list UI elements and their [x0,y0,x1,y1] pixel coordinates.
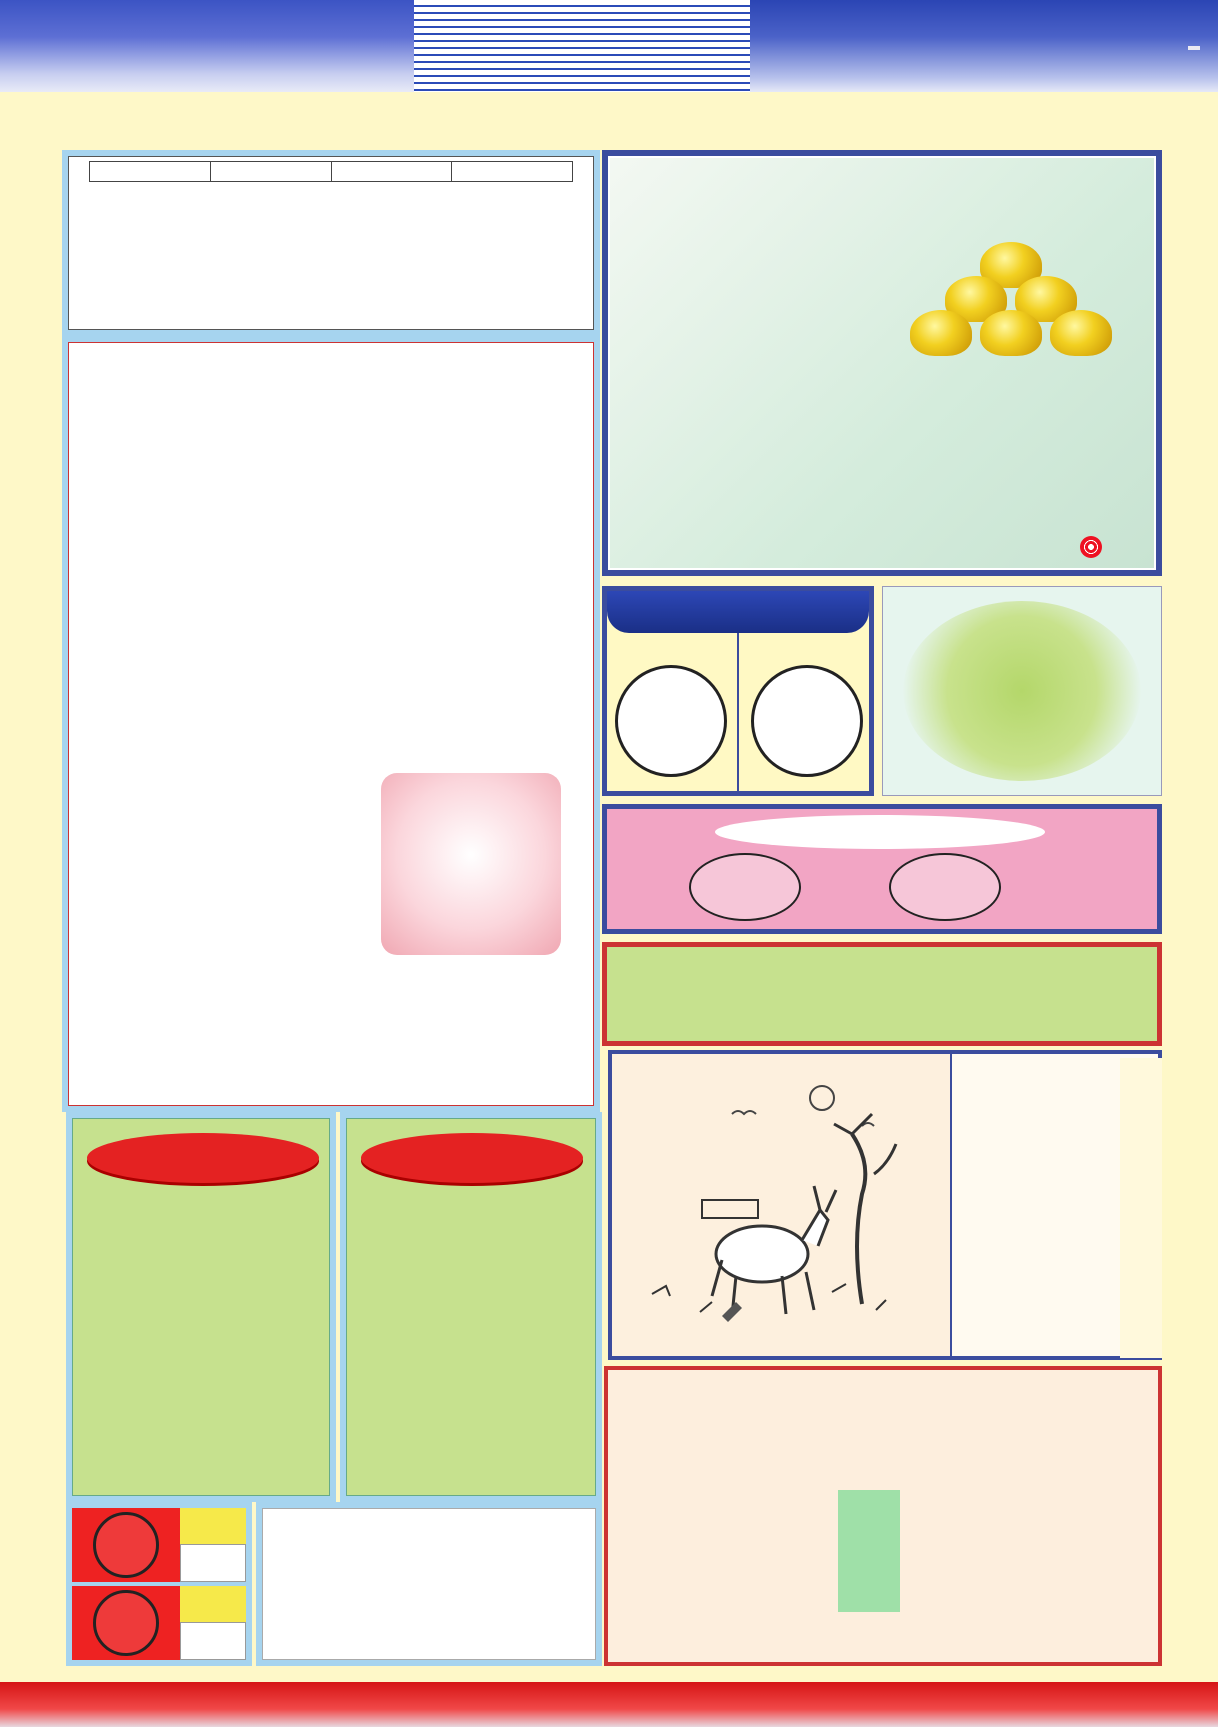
gold-ingot-icon [980,310,1042,356]
golden-formula-panel [256,1502,602,1666]
special-right [751,665,863,777]
zodiac-poem-panel [340,1112,602,1502]
gold-ingot-icon [1050,310,1112,356]
prediction-panel [66,1112,336,1502]
col-header [90,162,211,182]
lucky-zodiac-panel [602,804,1162,934]
special-code-panel [602,586,874,796]
brand-strip-right [1178,150,1204,1680]
col-header [331,162,452,182]
brand-strip-left [12,150,38,1680]
gold-ingot-icon [910,310,972,356]
count-row [72,1508,246,1582]
number-row [607,947,1157,1041]
special-code-title [607,591,869,633]
count-panel [66,1502,252,1666]
header-title-box [414,0,750,92]
picture-poem-panel [608,1050,1162,1360]
col-header [452,162,573,182]
rabbit-icon [889,853,1001,921]
brand-strip-top [14,110,1204,134]
number-row-panel [602,942,1162,1046]
header [0,0,1218,92]
tiger-icon [689,853,801,921]
secret-picture [381,773,561,955]
lucky-zodiac-title [715,815,1045,849]
count-label [180,1586,246,1622]
count-value [180,1544,246,1582]
count-value [180,1622,246,1660]
almanac-panel [604,1366,1162,1666]
meeting-panel [62,336,600,1112]
count-row [72,1586,246,1660]
count-number [93,1512,159,1578]
col-header [210,162,331,182]
door-table-panel [62,150,600,336]
count-number [93,1590,159,1656]
logo-footer [1080,536,1118,558]
count-label [180,1508,246,1544]
footer-band [0,1682,1218,1727]
logo-panel [602,150,1162,576]
header-right [750,0,1218,92]
special-left [615,665,727,777]
decorative-blob [882,586,1162,796]
word-day-panel [1120,1058,1162,1358]
door-table [89,161,573,182]
flower-icon [1080,536,1102,558]
prediction-title [87,1133,319,1183]
almanac-stamp [838,1490,900,1612]
header-left [0,0,414,92]
zodiac-poem-title [361,1133,583,1183]
goat-illustration [612,1054,952,1356]
edition-label [1188,46,1200,50]
